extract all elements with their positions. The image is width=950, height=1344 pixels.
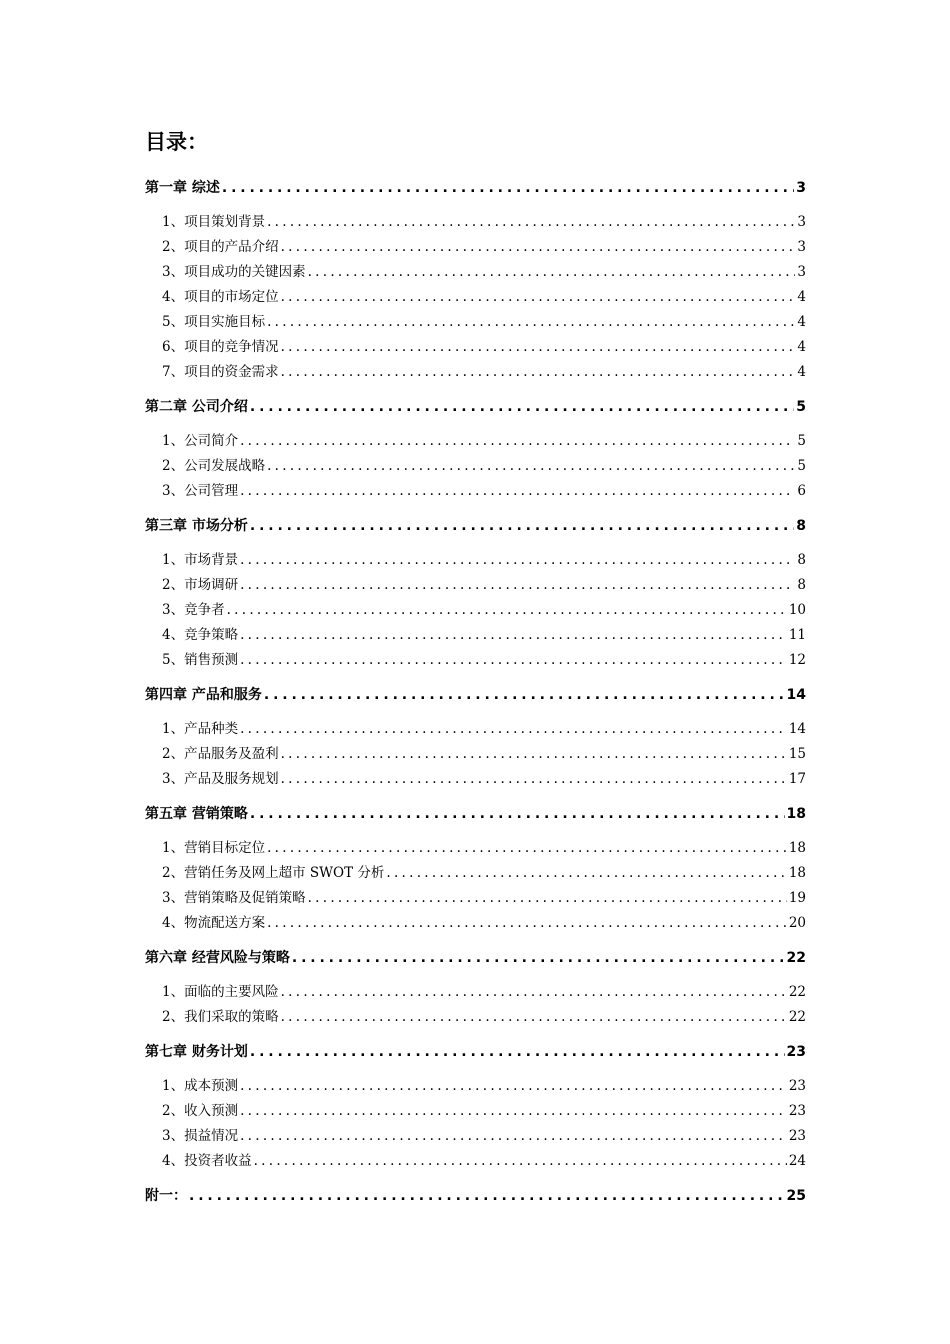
toc-entry-label: 第一章 综述 xyxy=(145,180,220,196)
dot-leader xyxy=(227,598,787,623)
toc-section-entry[interactable] xyxy=(145,260,806,285)
toc-page-number: 24 xyxy=(788,1153,806,1169)
toc-entry-label: 1、公司简介 xyxy=(162,433,239,449)
toc-chapter-entry[interactable] xyxy=(145,1184,806,1209)
toc-chapter-entry[interactable] xyxy=(145,514,806,539)
dot-leader xyxy=(189,1184,785,1209)
toc-entry-label: 3、项目成功的关键因素 xyxy=(162,264,306,280)
toc-page-number: 3 xyxy=(797,239,806,255)
toc-entry-label: 第七章 财务计划 xyxy=(145,1044,248,1060)
dot-leader xyxy=(250,802,785,827)
toc-page-number: 3 xyxy=(797,214,806,230)
dot-leader xyxy=(240,717,787,742)
toc-section-entry[interactable] xyxy=(145,767,806,792)
dot-leader xyxy=(240,429,795,454)
toc-page-number: 25 xyxy=(786,1188,806,1204)
toc-entry-label: 3、营销策略及促销策略 xyxy=(162,890,306,906)
toc-entry-label: 3、竞争者 xyxy=(162,602,225,618)
dot-leader xyxy=(281,1005,787,1030)
toc-entry-label: 3、产品及服务规划 xyxy=(162,771,279,787)
toc-entry-label: 2、公司发展战略 xyxy=(162,458,266,474)
dot-leader xyxy=(308,886,787,911)
toc-entry-label: 3、损益情况 xyxy=(162,1128,239,1144)
toc-entry-label: 5、销售预测 xyxy=(162,652,239,668)
dot-leader xyxy=(281,767,787,792)
toc-page-number: 4 xyxy=(797,339,806,355)
toc-section-entry[interactable] xyxy=(145,886,806,911)
toc-page-number: 6 xyxy=(797,483,806,499)
dot-leader xyxy=(250,395,794,420)
toc-entry-label: 第五章 营销策略 xyxy=(145,806,248,822)
dot-leader xyxy=(267,911,787,936)
toc-page-number: 8 xyxy=(797,577,806,593)
toc-section-entry[interactable] xyxy=(145,429,806,454)
toc-page-number: 23 xyxy=(786,1044,806,1060)
toc-page-number: 23 xyxy=(788,1078,806,1094)
toc-section-entry[interactable] xyxy=(145,1005,806,1030)
toc-entry-label: 第二章 公司介绍 xyxy=(145,399,248,415)
dot-leader xyxy=(308,260,796,285)
toc-chapter-entry[interactable] xyxy=(145,946,806,971)
toc-page-number: 5 xyxy=(796,399,806,415)
toc-page-number: 19 xyxy=(788,890,806,906)
toc-entry-label: 1、面临的主要风险 xyxy=(162,984,279,1000)
toc-section-entry[interactable] xyxy=(145,335,806,360)
toc-entry-label: 3、公司管理 xyxy=(162,483,239,499)
dot-leader xyxy=(240,1124,787,1149)
toc-section-entry[interactable] xyxy=(145,479,806,504)
toc-page-number: 5 xyxy=(797,458,806,474)
dot-leader xyxy=(267,210,795,235)
toc-entry-label: 5、项目实施目标 xyxy=(162,314,266,330)
toc-section-entry[interactable] xyxy=(145,598,806,623)
toc-page-number: 22 xyxy=(788,1009,806,1025)
dot-leader xyxy=(281,360,796,385)
toc-entry-label: 2、市场调研 xyxy=(162,577,239,593)
toc-title: 目录： xyxy=(145,130,208,154)
toc-chapter-entry[interactable] xyxy=(145,395,806,420)
toc-page-number: 23 xyxy=(788,1128,806,1144)
toc-entry-label: 7、项目的资金需求 xyxy=(162,364,279,380)
toc-entry-label: 2、营销任务及网上超市 SWOT 分析 xyxy=(162,865,385,881)
toc-section-entry[interactable] xyxy=(145,310,806,335)
toc-page-number: 4 xyxy=(797,289,806,305)
toc-section-entry[interactable] xyxy=(145,573,806,598)
table-of-contents xyxy=(145,176,806,1218)
toc-entry-label: 6、项目的竞争情况 xyxy=(162,339,279,355)
dot-leader xyxy=(240,648,787,673)
dot-leader xyxy=(240,548,795,573)
toc-entry-label: 第三章 市场分析 xyxy=(145,518,248,534)
toc-entry-label: 2、产品服务及盈利 xyxy=(162,746,279,762)
toc-page-number: 14 xyxy=(786,687,806,703)
toc-chapter-entry[interactable] xyxy=(145,802,806,827)
toc-section-entry[interactable] xyxy=(145,235,806,260)
toc-section-entry[interactable] xyxy=(145,861,806,886)
toc-section-entry[interactable] xyxy=(145,911,806,936)
toc-section-entry[interactable] xyxy=(145,648,806,673)
toc-page-number: 5 xyxy=(797,433,806,449)
toc-page-number: 22 xyxy=(786,950,806,966)
toc-page-number: 8 xyxy=(797,552,806,568)
toc-entry-label: 4、物流配送方案 xyxy=(162,915,266,931)
toc-section-entry[interactable] xyxy=(145,210,806,235)
toc-chapter-entry[interactable] xyxy=(145,176,806,201)
toc-page-number: 23 xyxy=(788,1103,806,1119)
toc-entry-label: 1、成本预测 xyxy=(162,1078,239,1094)
toc-section-entry[interactable] xyxy=(145,980,806,1005)
toc-page-number: 4 xyxy=(797,364,806,380)
toc-page-number: 20 xyxy=(788,915,806,931)
toc-entry-label: 4、竞争策略 xyxy=(162,627,239,643)
dot-leader xyxy=(267,836,787,861)
dot-leader xyxy=(240,623,787,648)
toc-page-number: 14 xyxy=(788,721,806,737)
toc-page-number: 18 xyxy=(788,840,806,856)
toc-page-number: 11 xyxy=(788,627,806,643)
dot-leader xyxy=(281,235,796,260)
toc-entry-label: 2、项目的产品介绍 xyxy=(162,239,279,255)
toc-page-number: 18 xyxy=(786,806,806,822)
dot-leader xyxy=(281,742,787,767)
toc-page-number: 17 xyxy=(788,771,806,787)
dot-leader xyxy=(281,335,796,360)
dot-leader xyxy=(240,1099,787,1124)
toc-section-entry[interactable] xyxy=(145,548,806,573)
toc-section-entry[interactable] xyxy=(145,360,806,385)
dot-leader xyxy=(267,310,795,335)
dot-leader xyxy=(386,861,786,886)
toc-page-number: 15 xyxy=(788,746,806,762)
toc-entry-label: 附一： xyxy=(145,1188,187,1204)
toc-page-number: 8 xyxy=(796,518,806,534)
dot-leader xyxy=(267,454,795,479)
toc-page-number: 22 xyxy=(788,984,806,1000)
toc-chapter-entry[interactable] xyxy=(145,1040,806,1065)
toc-entry-label: 1、产品种类 xyxy=(162,721,239,737)
toc-entry-label: 4、投资者收益 xyxy=(162,1153,252,1169)
toc-section-entry[interactable] xyxy=(145,1124,806,1149)
toc-entry-label: 1、市场背景 xyxy=(162,552,239,568)
toc-page-number: 3 xyxy=(796,180,806,196)
dot-leader xyxy=(240,573,795,598)
toc-entry-label: 1、营销目标定位 xyxy=(162,840,266,856)
toc-page-number: 10 xyxy=(788,602,806,618)
toc-section-entry[interactable] xyxy=(145,623,806,648)
toc-page-number: 18 xyxy=(788,865,806,881)
toc-section-entry[interactable] xyxy=(145,1099,806,1124)
toc-entry-label: 4、项目的市场定位 xyxy=(162,289,279,305)
toc-page-number: 4 xyxy=(797,314,806,330)
dot-leader xyxy=(292,946,785,971)
dot-leader xyxy=(240,479,795,504)
dot-leader xyxy=(254,1149,787,1174)
dot-leader xyxy=(264,683,785,708)
toc-entry-label: 第六章 经营风险与策略 xyxy=(145,950,290,966)
toc-section-entry[interactable] xyxy=(145,717,806,742)
toc-section-entry[interactable] xyxy=(145,285,806,310)
toc-entry-label: 2、我们采取的策略 xyxy=(162,1009,279,1025)
toc-page-number: 3 xyxy=(797,264,806,280)
dot-leader xyxy=(222,176,794,201)
toc-chapter-entry[interactable] xyxy=(145,683,806,708)
toc-entry-label: 1、项目策划背景 xyxy=(162,214,266,230)
dot-leader xyxy=(281,980,787,1005)
toc-page-number: 12 xyxy=(788,652,806,668)
toc-entry-label: 第四章 产品和服务 xyxy=(145,687,262,703)
toc-entry-label: 2、收入预测 xyxy=(162,1103,239,1119)
dot-leader xyxy=(281,285,796,310)
dot-leader xyxy=(240,1074,787,1099)
toc-section-entry[interactable] xyxy=(145,454,806,479)
toc-section-entry[interactable] xyxy=(145,742,806,767)
toc-section-entry[interactable] xyxy=(145,1074,806,1099)
toc-section-entry[interactable] xyxy=(145,1149,806,1174)
dot-leader xyxy=(250,1040,785,1065)
toc-section-entry[interactable] xyxy=(145,836,806,861)
dot-leader xyxy=(250,514,794,539)
